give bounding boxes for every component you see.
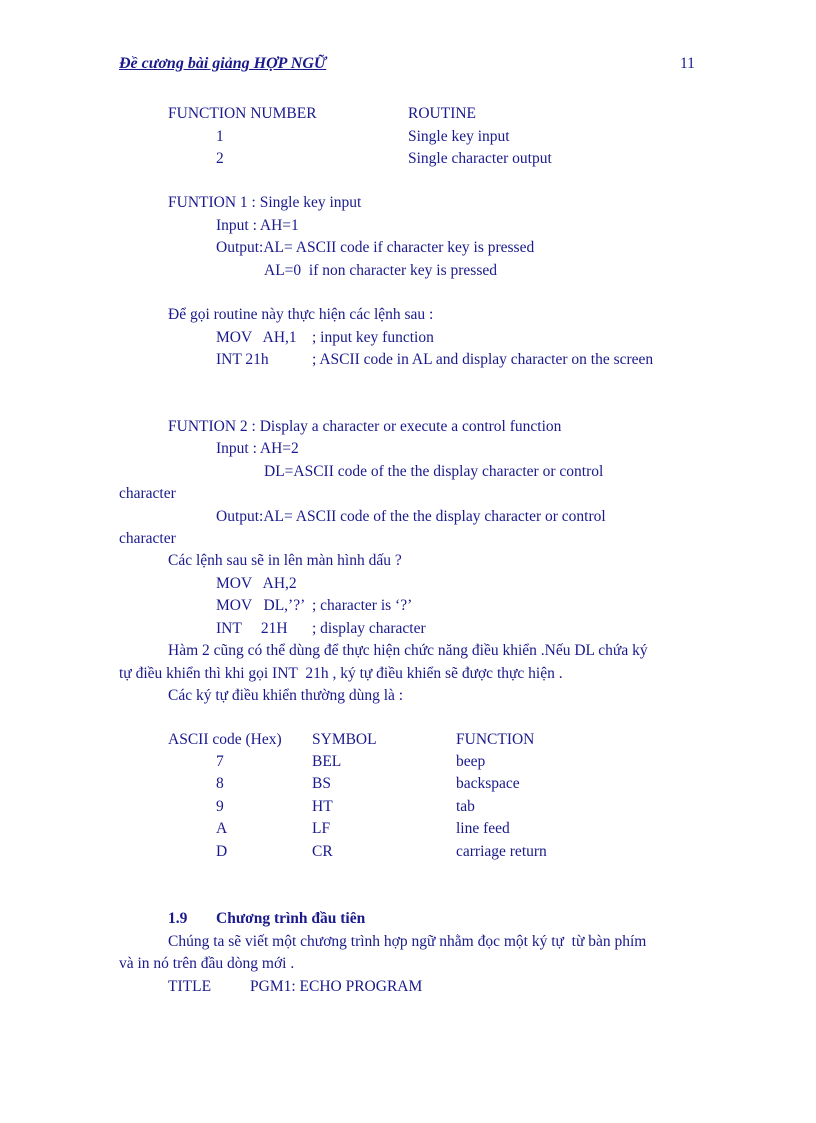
- func2-instr: INT 21H: [216, 620, 288, 637]
- func2-output-continuation: character: [119, 530, 176, 547]
- header-title: Đề cương bài giảng HỢP NGỮ: [119, 55, 327, 72]
- call1-intro: Để gọi routine này thực hiện các lệnh sau :: [168, 306, 434, 323]
- func2-dl-continuation: character: [119, 485, 176, 502]
- func2-comment: ; display character: [312, 620, 426, 637]
- func2-instr: MOV AH,2: [216, 575, 297, 592]
- func1-title: FUNTION 1 : Single key input: [168, 194, 362, 211]
- func2-instr: MOV DL,’?’: [216, 597, 306, 614]
- page-number: 11: [680, 55, 695, 72]
- ascii-table-header-code: ASCII code (Hex): [168, 731, 282, 748]
- func2-note-line2: tự điều khiển thì khi gọi INT 21h , ký tự điều khiển sẽ được thực hiện .: [119, 665, 563, 682]
- func2-note-line1: Hàm 2 cũng có thể dùng để thực hiện chức năng điều khiển .Nếu DL chứa ký: [168, 642, 648, 659]
- ascii-table-cell-symbol: BS: [312, 775, 331, 792]
- ascii-table-cell-code: 9: [216, 798, 224, 815]
- ascii-table-cell-symbol: HT: [312, 798, 333, 815]
- section-number: 1.9: [168, 910, 188, 927]
- ascii-table-cell-function: carriage return: [456, 843, 547, 860]
- func-table-routine: Single character output: [408, 150, 552, 167]
- func2-title: FUNTION 2 : Display a character or execute a control function: [168, 418, 562, 435]
- ascii-table-cell-symbol: LF: [312, 820, 331, 837]
- func2-output-line: Output:AL= ASCII code of the the display character or control: [216, 508, 606, 525]
- code-title-value: PGM1: ECHO PROGRAM: [250, 978, 423, 995]
- func2-input: Input : AH=2: [216, 440, 299, 457]
- func1-output-line1: Output:AL= ASCII code if character key is pressed: [216, 239, 535, 256]
- func-table-col2-header: ROUTINE: [408, 105, 477, 122]
- code-title-keyword: TITLE: [168, 978, 212, 995]
- func-table-routine: Single key input: [408, 128, 510, 145]
- ascii-table-header-function: FUNCTION: [456, 731, 535, 748]
- func-table-num: 2: [216, 150, 224, 167]
- ascii-table-header-symbol: SYMBOL: [312, 731, 377, 748]
- call1-instr: MOV AH,1: [216, 329, 297, 346]
- ascii-table-cell-function: beep: [456, 753, 486, 770]
- func2-dl-line: DL=ASCII code of the the display character or control: [264, 463, 604, 480]
- ascii-table-cell-function: tab: [456, 798, 475, 815]
- func2-comment: ; character is ‘?’: [312, 597, 413, 614]
- section-text-line1: Chúng ta sẽ viết một chương trình hợp ngữ nhằm đọc một ký tự từ bàn phím: [168, 933, 647, 950]
- call1-comment: ; input key function: [312, 329, 434, 346]
- ascii-table-cell-symbol: BEL: [312, 753, 342, 770]
- func2-note-line3: Các ký tự điều khiển thường dùng là :: [168, 687, 404, 704]
- call1-comment: ; ASCII code in AL and display character on the screen: [312, 351, 654, 368]
- ascii-table-cell-function: backspace: [456, 775, 520, 792]
- ascii-table-cell-code: A: [216, 820, 228, 837]
- ascii-table-cell-code: D: [216, 843, 228, 860]
- func-table-num: 1: [216, 128, 224, 145]
- call1-instr: INT 21h: [216, 351, 269, 368]
- section-title: Chương trình đầu tiên: [216, 910, 366, 927]
- func2-intro: Các lệnh sau sẽ in lên màn hình dấu ?: [168, 552, 402, 569]
- section-text-line2: và in nó trên đầu dòng mới .: [119, 955, 295, 972]
- ascii-table-cell-code: 7: [216, 753, 224, 770]
- func-table-col1-header: FUNCTION NUMBER: [168, 105, 317, 122]
- func1-output-line2: AL=0 if non character key is pressed: [264, 262, 497, 279]
- ascii-table-cell-code: 8: [216, 775, 224, 792]
- func1-input: Input : AH=1: [216, 217, 299, 234]
- ascii-table-cell-symbol: CR: [312, 843, 333, 860]
- ascii-table-cell-function: line feed: [456, 820, 510, 837]
